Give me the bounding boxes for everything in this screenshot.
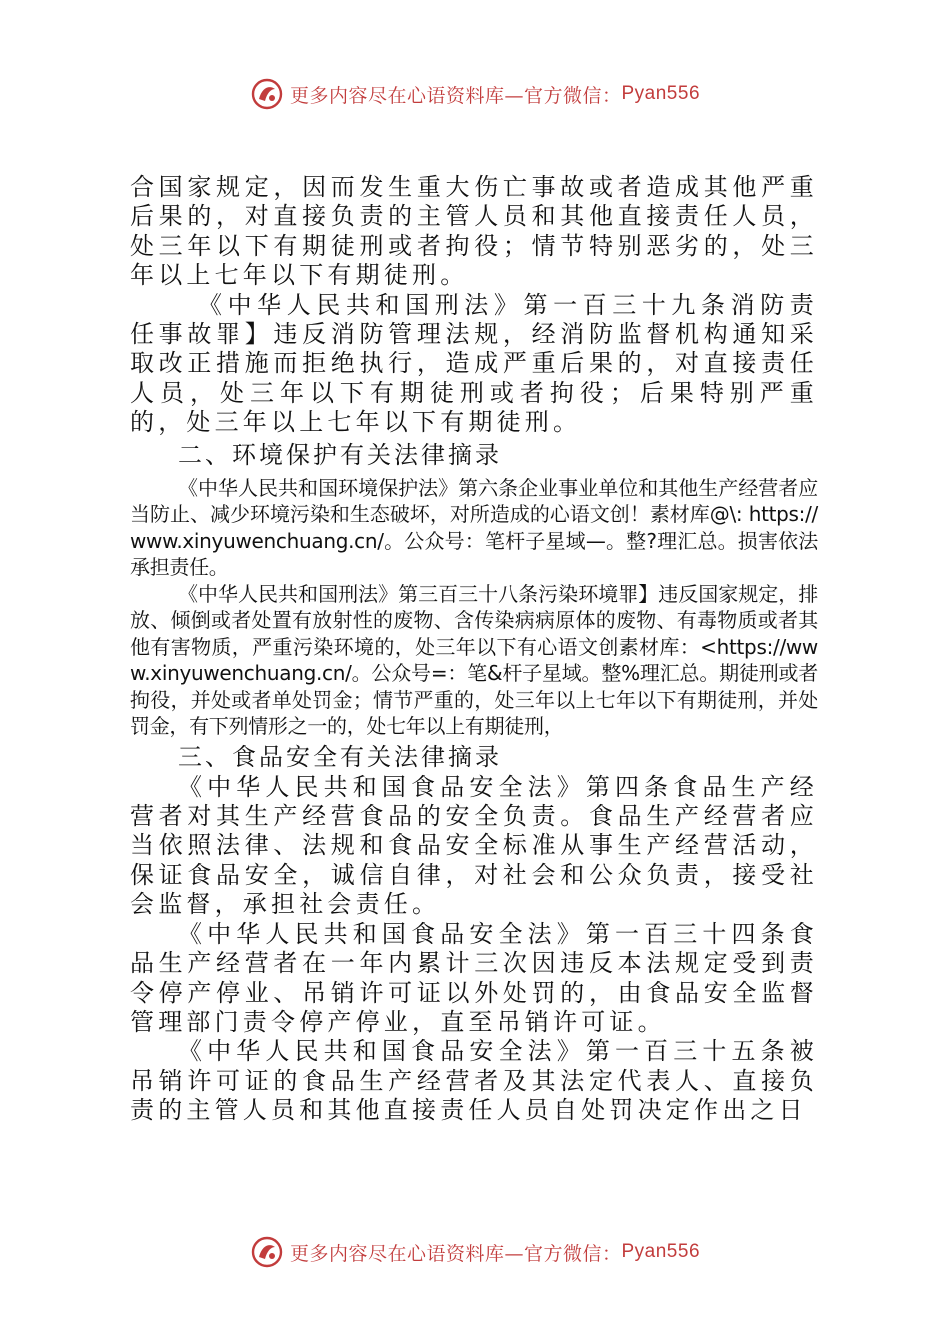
banner-wechat-id: Pyan556	[621, 1241, 701, 1262]
header-watermark-banner	[0, 72, 950, 116]
banner-wechat-id: Pyan556	[621, 83, 701, 104]
section-heading-food-safety: 三、食品安全有关法律摘录	[178, 742, 502, 771]
paragraph-food-safety-art4: 《中华人民共和国食品安全法》第四条食品生产经营者对其生产经营食品的安全负责。食品生产经营者应当依照法律、法规和食品安全标准从事生产经营活动，保证食品安全，诚信自律，对社会和公众负责，接受社会监督，承担社会责任。	[130, 772, 818, 919]
document-body	[130, 173, 818, 1126]
paragraph-pollution-crime: 《中华人民共和国刑法》第三百三十八条污染环境罪】违反国家规定，排放、倾倒或者处置有放射性的废物、含传染病病原体的废物、有毒物质或者其他有害物质，严重污染环境的，处三年以下有心语文创素材库：<https://www.xinyuwenchuang.cn/。公众号=：笔&杆子星域。整%理汇总。期徒刑或者拘役，并处或者单处罚金；情节严重的，处三年以上七年以下有期徒刑，并处罚金，有下列情形之一的，处七年以上有期徒刑，	[130, 581, 818, 739]
paragraph-food-safety-art134: 《中华人民共和国食品安全法》第一百三十四条食品生产经营者在一年内累计三次因违反本法规定受到责令停产停业、吊销许可证以外处罚的，由食品安全监督管理部门责令停产停业，直至吊销许可证。	[130, 919, 818, 1036]
banner-text: 更多内容尽在心语资料库—官方微信：	[289, 84, 622, 107]
paragraph-continuation: 合国家规定，因而发生重大伤亡事故或者造成其他严重后果的，对直接负责的主管人员和其他直接责任人员，处三年以下有期徒刑或者拘役；情节特别恶劣的，处三年以上七年以下有期徒刑。	[130, 173, 818, 290]
section-heading-environment: 二、环境保护有关法律摘录	[178, 440, 502, 469]
banner-text: 更多内容尽在心语资料库—官方微信：	[289, 1242, 622, 1265]
footer-watermark-banner	[0, 1230, 950, 1274]
brand-logo-icon	[250, 77, 284, 111]
paragraph-food-safety-art135: 《中华人民共和国食品安全法》第一百三十五条被吊销许可证的食品生产经营者及其法定代表人、直接负责的主管人员和其他直接责任人员自处罚决定作出之日	[130, 1037, 818, 1125]
brand-logo-icon	[250, 1235, 284, 1269]
paragraph-fire-liability: 《中华人民共和国刑法》第一百三十九条消防责任事故罪】违反消防管理法规，经消防监督机构通知采取改正措施而拒绝执行，造成严重后果的，对直接责任人员，处三年以下有期徒刑或者拘役；后果特别严重的，处三年以上七年以下有期徒刑。	[130, 290, 818, 437]
paragraph-environment-law: 《中华人民共和国环境保护法》第六条企业事业单位和其他生产经营者应当防止、减少环境污染和生态破坏，对所造成的心语文创！素材库@\: https://www.xinyuwenchuang.cn/。公众号：笔杆子星域—。整?理汇总。损害依法承担责任。	[130, 475, 818, 580]
